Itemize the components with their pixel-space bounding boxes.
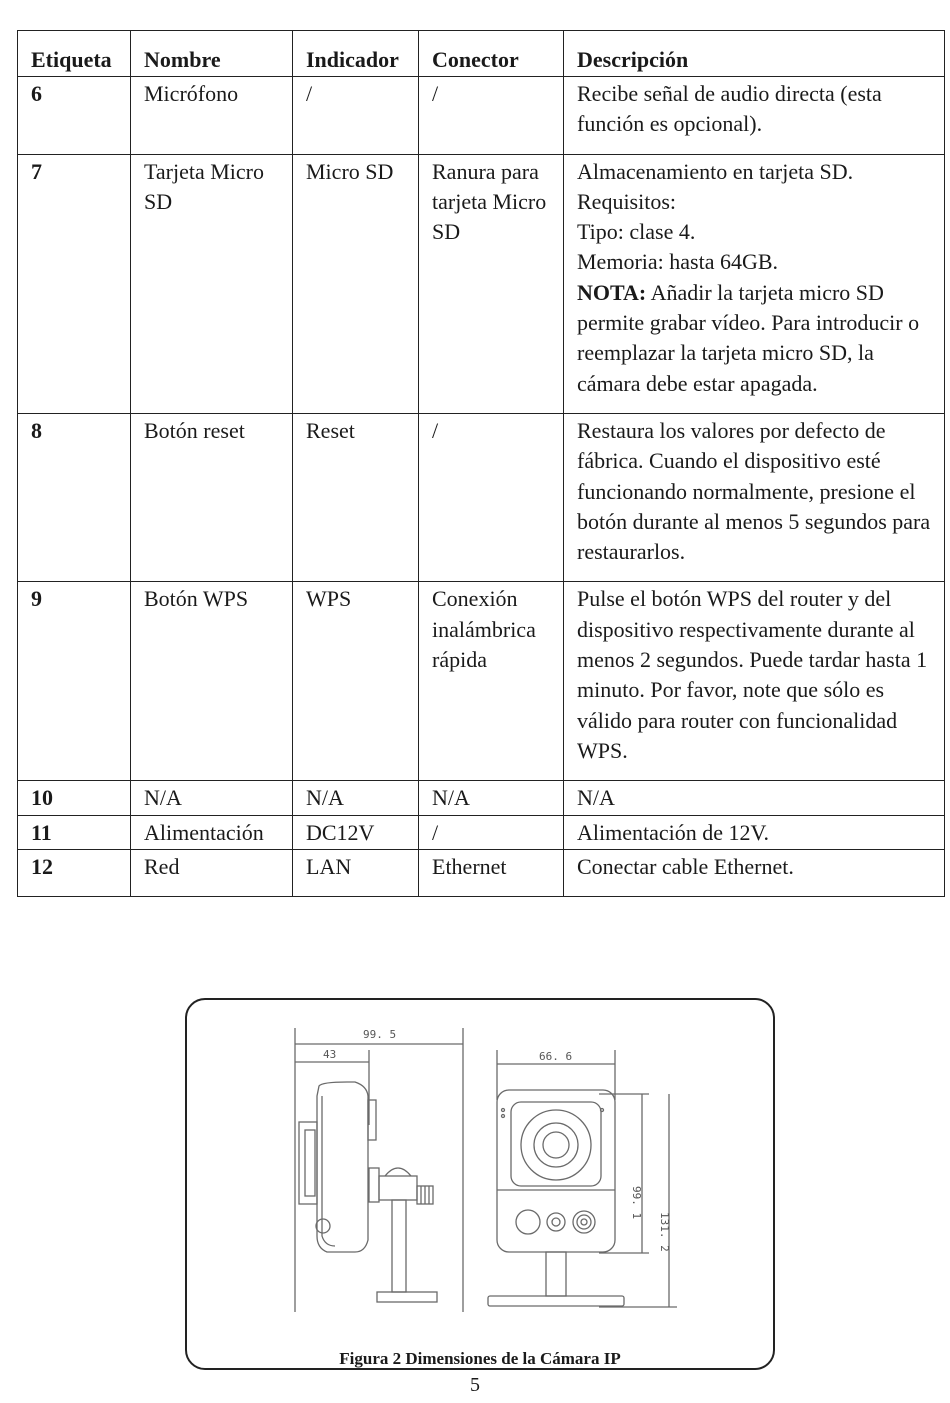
- row-indicator: LAN: [293, 849, 419, 896]
- table-row: [18, 582, 945, 781]
- camera-drawing: [187, 1000, 773, 1368]
- row-label: 12: [18, 849, 131, 896]
- row-label: 8: [18, 413, 131, 581]
- note-text: Añadir la tarjeta micro SD permite grabar vídeo. Para introducir o reemplazar la tarjeta micro SD, la cámara debe estar apagada.: [577, 279, 920, 396]
- row-label: 11: [18, 815, 131, 849]
- row-indicator: Reset: [293, 413, 419, 581]
- row-indicator: WPS: [293, 582, 419, 781]
- description-line: Tipo: clase 4.: [577, 219, 696, 245]
- row-name: Botón WPS: [131, 582, 293, 781]
- description-line: función es opcional).: [577, 111, 763, 137]
- dimension-total-depth: 99. 5: [363, 1028, 397, 1041]
- header-indicator: Indicador: [293, 31, 419, 77]
- row-label: 10: [18, 781, 131, 815]
- dimension-body-height: 99. 1: [630, 1186, 643, 1220]
- camera-side-view: [299, 1082, 437, 1302]
- row-indicator: /: [293, 77, 419, 155]
- row-name: N/A: [131, 781, 293, 815]
- row-connector: Ethernet: [419, 849, 564, 896]
- table-header-row: [18, 31, 945, 77]
- row-connector: Conexión inalámbrica rápida: [419, 582, 564, 781]
- row-indicator: DC12V: [293, 815, 419, 849]
- row-description: Pulse el botón WPS del router y del dispositivo respectivamente durante al menos 2 segundos. Puede tardar hasta 1 minuto. Por favor, note que sólo es válido para router con funcionalidad WPS.: [564, 582, 945, 781]
- table-row: [18, 781, 945, 815]
- row-description: N/A: [564, 781, 945, 815]
- header-name: Nombre: [131, 31, 293, 77]
- row-name: Botón reset: [131, 413, 293, 581]
- row-connector: N/A: [419, 781, 564, 815]
- row-label: 9: [18, 582, 131, 781]
- table-row: [18, 154, 945, 413]
- table-row: [18, 413, 945, 581]
- row-connector: Ranura para tarjeta Micro SD: [419, 154, 564, 413]
- dimension-width: 66. 6: [539, 1050, 573, 1063]
- note-label: NOTA:: [577, 279, 647, 305]
- camera-dimensions-figure: [185, 998, 775, 1370]
- description-line: Requisitos:: [577, 188, 677, 214]
- camera-front-view: [488, 1090, 624, 1306]
- row-indicator: N/A: [293, 781, 419, 815]
- row-description: Conectar cable Ethernet.: [564, 849, 945, 896]
- row-name: Red: [131, 849, 293, 896]
- figure-caption: Figura 2 Dimensiones de la Cámara IP: [339, 1349, 621, 1368]
- row-label: 7: [18, 154, 131, 413]
- row-name: Micrófono: [131, 77, 293, 155]
- header-description: Descripción: [564, 31, 945, 77]
- description-line: Memoria: hasta 64GB.: [577, 249, 779, 275]
- table-row: [18, 849, 945, 896]
- row-description: Alimentación de 12V.: [564, 815, 945, 849]
- table-row: [18, 77, 945, 155]
- row-description: Restaura los valores por defecto de fábrica. Cuando el dispositivo esté funcionando normalmente, presione el botón durante al menos 5 segundos para restaurarlos.: [564, 413, 945, 581]
- row-label: 6: [18, 77, 131, 155]
- note-paragraph: [577, 280, 919, 396]
- row-connector: /: [419, 815, 564, 849]
- dimension-body-depth: 43: [323, 1048, 337, 1061]
- header-label: Etiqueta: [18, 31, 131, 77]
- header-connector: Conector: [419, 31, 564, 77]
- row-description: [564, 154, 945, 413]
- page-number: 5: [470, 1374, 480, 1396]
- table-row: [18, 815, 945, 849]
- dimension-total-height: 131. 2: [658, 1212, 671, 1252]
- row-description: [564, 77, 945, 155]
- spec-table: [17, 30, 945, 897]
- description-line: Almacenamiento en tarjeta SD.: [577, 158, 854, 184]
- row-indicator: Micro SD: [293, 154, 419, 413]
- front-view-dimensions: [497, 1050, 677, 1307]
- row-name: Alimentación: [131, 815, 293, 849]
- description-line: Recibe señal de audio directa (esta: [577, 81, 882, 106]
- row-name: Tarjeta Micro SD: [131, 154, 293, 413]
- row-connector: /: [419, 77, 564, 155]
- row-connector: /: [419, 413, 564, 581]
